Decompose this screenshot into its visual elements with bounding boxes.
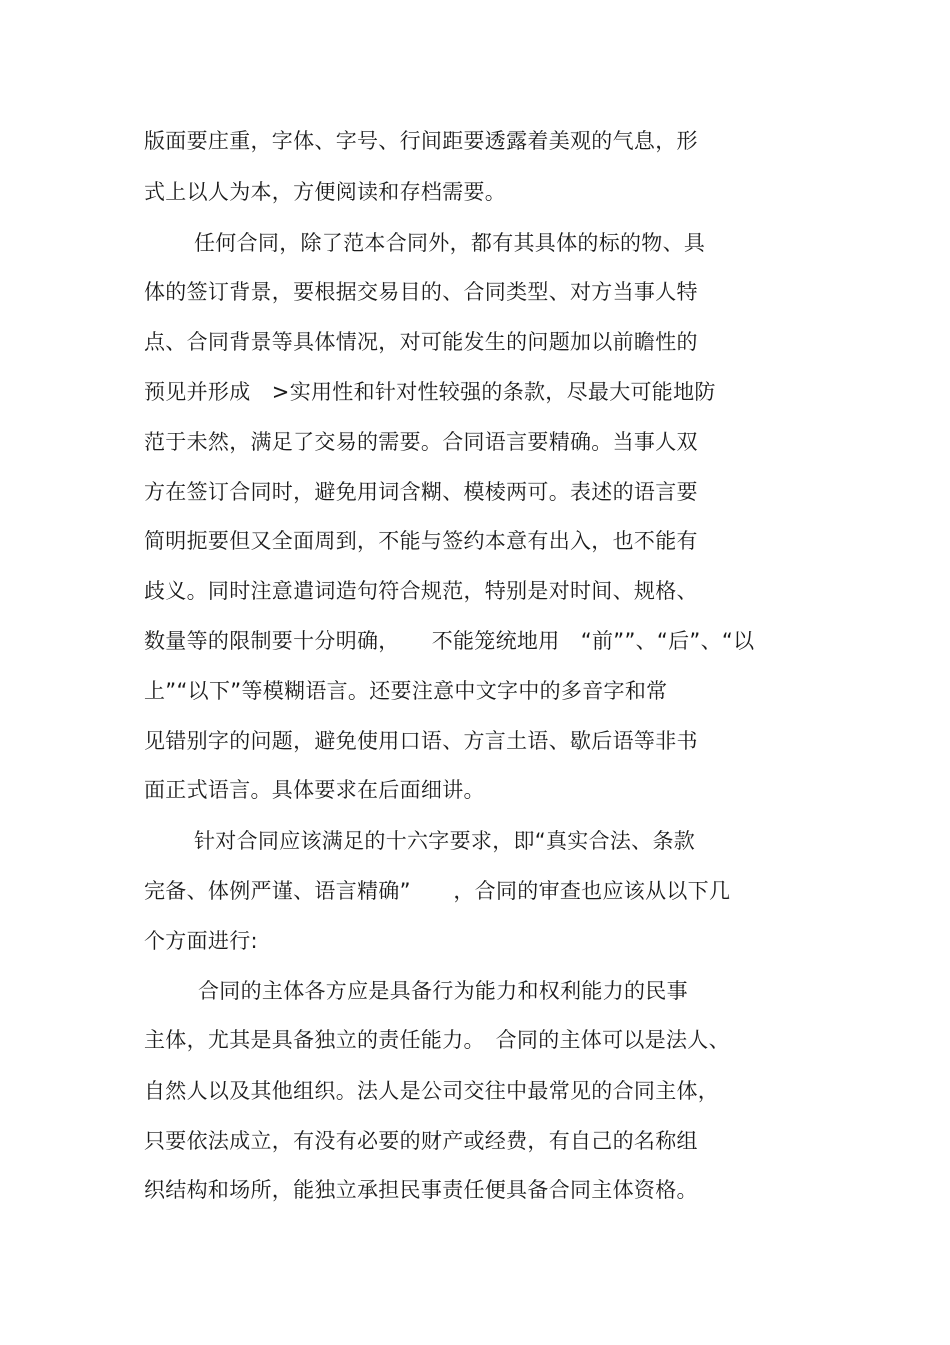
text-line: 简明扼要但又全面周到，不能与签约本意有出入，也不能有 bbox=[144, 529, 698, 553]
text-line: 范于未然，满足了交易的需要。合同语言要精确。当事人双 bbox=[144, 430, 698, 454]
text-line: 数量等的限制要十分明确， 不能笼统地用 “前””、“后”、“以 bbox=[144, 629, 755, 653]
text-line: 上”“以下”等模糊语言。还要注意中文字中的多音字和常 bbox=[144, 679, 668, 703]
text-line: 方在签订合同时，避免用词含糊、模棱两可。表述的语言要 bbox=[144, 480, 698, 504]
text-line: 面正式语言。具体要求在后面细讲。 bbox=[144, 778, 485, 802]
text-line: 式上以人为本，方便阅读和存档需要。 bbox=[144, 180, 507, 204]
text-line: 点、合同背景等具体情况，对可能发生的问题加以前瞻性的 bbox=[144, 330, 698, 354]
text-line: 完备、体例严谨、语言精确” ，合同的审查也应该从以下几 bbox=[144, 879, 731, 903]
text-line: 体的签订背景，要根据交易目的、合同类型、对方当事人特 bbox=[144, 280, 698, 304]
text-line: 歧义。同时注意遣词造句符合规范，特别是对时间、规格、 bbox=[144, 579, 698, 603]
text-line: 织结构和场所，能独立承担民事责任便具备合同主体资格。 bbox=[144, 1178, 698, 1202]
text-line: 自然人以及其他组织。法人是公司交往中最常见的合同主体， bbox=[144, 1079, 720, 1103]
text-line: 主体，尤其是具备独立的责任能力。 合同的主体可以是法人、 bbox=[144, 1028, 730, 1052]
paragraph-start-line: 合同的主体各方应是具备行为能力和权利能力的民事 bbox=[198, 979, 688, 1003]
text-line: 个方面进行: bbox=[144, 929, 258, 953]
text-line: 预见并形成 >实用性和针对性较强的条款，尽最大可能地防 bbox=[144, 380, 716, 404]
text-line: 版面要庄重，字体、字号、行间距要透露着美观的气息，形 bbox=[144, 129, 698, 153]
text-line: 只要依法成立，有没有必要的财产或经费，有自己的名称组 bbox=[144, 1129, 698, 1153]
text-line: 见错别字的问题，避免使用口语、方言土语、歇后语等非书 bbox=[144, 729, 698, 753]
paragraph-start-line: 针对合同应该满足的十六字要求，即“真实合法、条款 bbox=[194, 829, 696, 853]
paragraph-start-line: 任何合同，除了范本合同外，都有其具体的标的物、具 bbox=[194, 231, 706, 255]
